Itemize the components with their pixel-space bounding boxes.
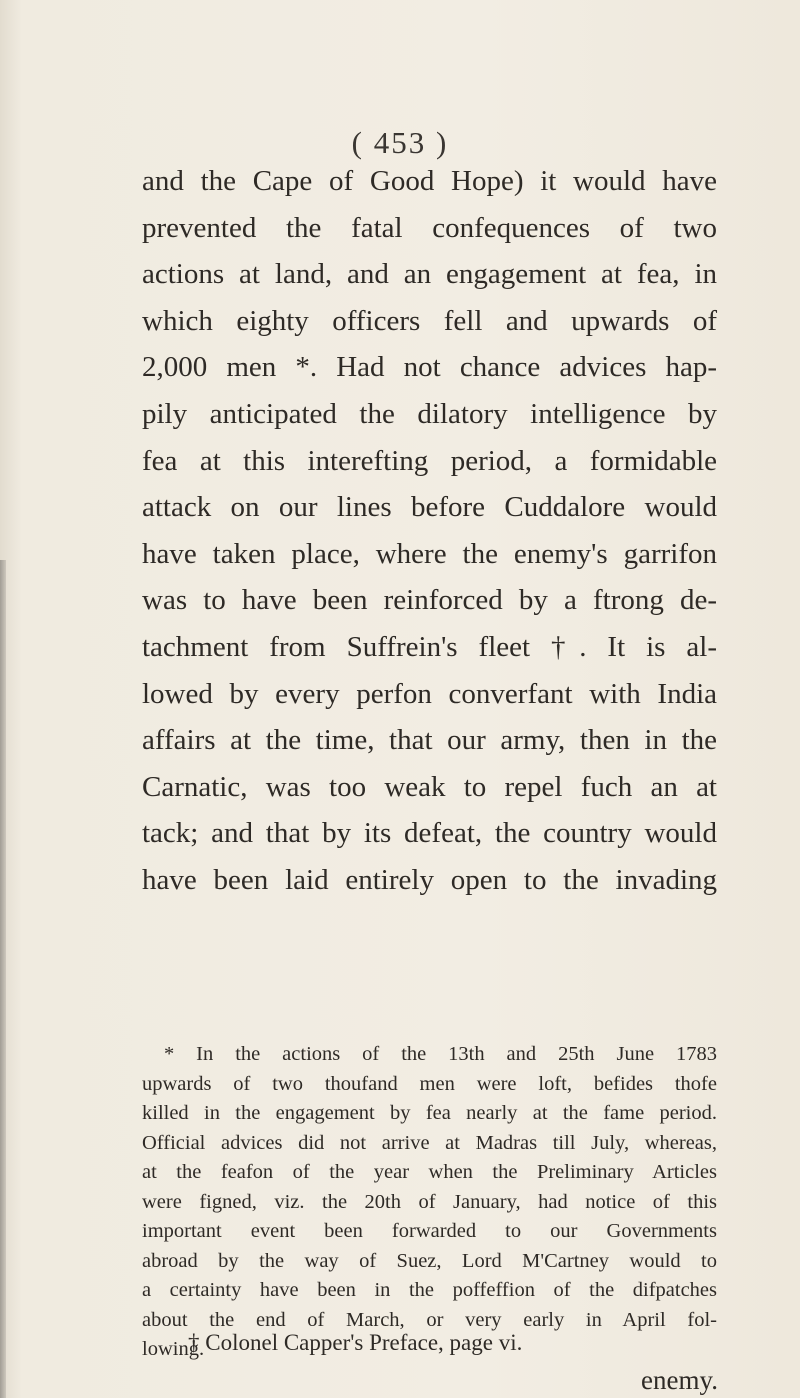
text-line: tack; and that by its defeat, the country would [142,817,717,850]
footnote-line: abroad by the way of Suez, Lord M'Cartney would to [142,1249,717,1272]
footnote-line: were figned, viz. the 20th of January, had notice of this [142,1190,717,1213]
text-line: pily anticipated the dilatory intelligence by [142,397,717,430]
text-line: was to have been reinforced by a ftrong de- [142,584,717,617]
footnote-line: important event been forwarded to our Governments [142,1220,717,1242]
text-line: lowed by every perfon converfant with India [142,677,717,710]
catchword: enemy. [641,1365,718,1395]
footnote-line: a certainty have been in the poffeffion of the difpatches [142,1279,717,1301]
footnote-star [142,1040,717,1365]
footnote-line: about the end of March, or very early in April fol- [142,1308,717,1331]
footnote-dagger: † Colonel Capper's Preface, page vi. [188,1330,523,1355]
footnote-line: lowing. [142,1338,205,1360]
page-gutter-shadow [0,560,6,1398]
text-line: which eighty officers fell and upwards of [142,304,717,337]
footnote-line: Official advices did not arrive at Madras till July, whereas, [142,1131,717,1154]
text-line: 2,000 men *. Had not chance advices hap- [142,351,717,384]
main-text [142,158,717,904]
footnote-line: at the feafon of the year when the Preliminary Articles [142,1161,717,1183]
text-line: Carnatic, was too weak to repel fuch an at [142,770,717,803]
text-line: and the Cape of Good Hope) it would have [142,165,717,197]
text-line: have taken place, where the enemy's garrifon [142,537,717,570]
text-line: affairs at the time, that our army, then in the [142,724,717,757]
footnote-line: * In the actions of the 13th and 25th June 1783 [164,1043,717,1065]
text-line: have been laid entirely open to the invading [142,863,717,896]
text-line: prevented the fatal confequences of two [142,211,717,244]
text-line: actions at land, and an engagement at fea, in [142,258,717,291]
footnote-line: killed in the engagement by fea nearly at the fame period. [142,1102,717,1124]
text-line: attack on our lines before Cuddalore would [142,491,717,524]
text-line: tachment from Suffrein's fleet †. It is al- [142,630,717,663]
text-line: fea at this interefting period, a formidable [142,444,717,477]
footnote-line: upwards of two thoufand men were loft, befides thofe [142,1072,717,1095]
page-number-header: ( 453 ) [351,125,449,160]
